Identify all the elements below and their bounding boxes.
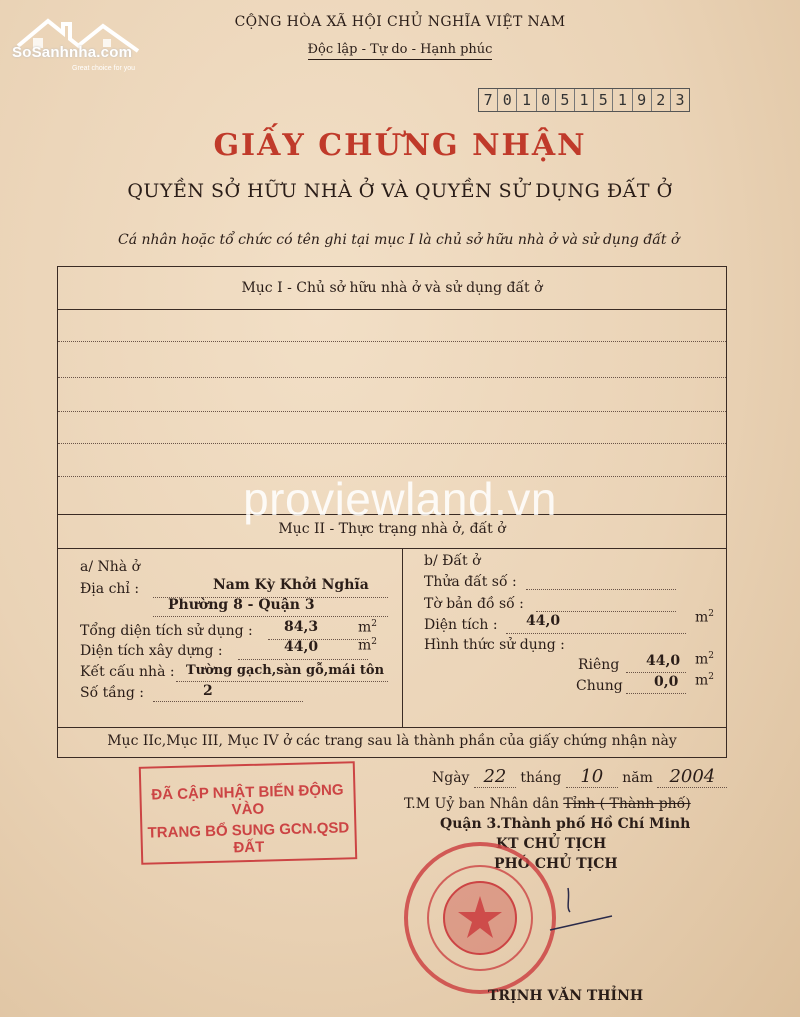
- nation-heading: CỘNG HÒA XÃ HỘI CHỦ NGHĨA VIỆT NAM: [234, 14, 566, 30]
- role-kt-chairman: KT CHỦ TỊCH: [496, 836, 607, 852]
- stamp-line1: ĐÃ CẬP NHẬT BIẾN ĐỘNG VÀO: [151, 781, 344, 819]
- total-area-unit: $m^2$: [358, 619, 378, 636]
- certificate-title: GIẤY CHỨNG NHẬN: [213, 128, 587, 163]
- map-sheet-label: Tờ bản đồ số :: [424, 596, 524, 612]
- intro-text: Cá nhân hoặc tổ chức có tên ghi tại mục I là chủ sở hữu nhà ở và sử dụng đất ở: [118, 232, 680, 248]
- land-area-value: 44,0: [526, 613, 561, 629]
- serial-digit: 7: [479, 89, 498, 111]
- serial-digit: 5: [556, 89, 575, 111]
- serial-digit: 1: [575, 89, 594, 111]
- private-value: 44,0: [646, 653, 681, 669]
- serial-digit: 1: [517, 89, 536, 111]
- private-label: Riêng: [578, 657, 620, 673]
- address-line2: Phường 8 - Quận 3: [168, 597, 315, 613]
- date-day: 22: [474, 766, 516, 788]
- shared-unit: $m^2$: [695, 672, 715, 689]
- total-area-label: Tổng diện tích sử dụng :: [80, 623, 253, 639]
- shared-value: 0,0: [654, 674, 679, 690]
- section1-label: Mục I - Chủ sở hữu nhà ở và sử dụng đất ở: [241, 280, 543, 296]
- floors-value: 2: [203, 683, 213, 699]
- land-area-unit: $m^2$: [695, 609, 715, 626]
- address-label: Địa chỉ :: [80, 581, 140, 597]
- update-stamp: [139, 761, 357, 865]
- structure-label: Kết cấu nhà :: [80, 664, 175, 680]
- stamp-line2: TRANG BỔ SUNG GCN.QSD ĐẤT: [147, 819, 350, 857]
- serial-digit: 9: [633, 89, 652, 111]
- signature-scrawl: [540, 880, 620, 940]
- land-heading: b/ Đất ở: [424, 553, 481, 569]
- site-watermark: proviewland.vn: [243, 473, 557, 525]
- structure-value: Tường gạch,sàn gỗ,mái tôn: [186, 663, 385, 678]
- serial-digit: 5: [594, 89, 613, 111]
- authority-line: T.M Uỷ ban Nhân dân Tỉnh ( Thành phố): [404, 796, 691, 812]
- total-area-value: 84,3: [284, 619, 319, 635]
- district-name: Quận 3.Thành phố Hồ Chí Minh: [440, 816, 691, 832]
- role-vice-chairman: PHÓ CHỦ TỊCH: [494, 856, 618, 872]
- build-area-unit: $m^2$: [358, 637, 378, 654]
- date-line: Ngày 22 tháng 10 năm 2004: [432, 766, 727, 788]
- serial-digit: 1: [613, 89, 632, 111]
- footer-note: Mục IIc,Mục III, Mục IV ở các trang sau là thành phần của giấy chứng nhận này: [107, 733, 677, 749]
- build-area-value: 44,0: [284, 639, 319, 655]
- private-unit: $m^2$: [695, 651, 715, 668]
- certificate-subtitle: QUYỀN SỞ HỮU NHÀ Ở VÀ QUYỀN SỬ DỤNG ĐẤT Ở: [127, 180, 673, 202]
- official-seal-icon: [400, 838, 560, 998]
- motto: Độc lập - Tự do - Hạnh phúc: [0, 42, 800, 57]
- struck-text: Tỉnh ( Thành phố): [563, 796, 691, 812]
- date-year: 2004: [657, 766, 727, 788]
- land-area-label: Diện tích :: [424, 617, 498, 633]
- usage-label: Hình thức sử dụng :: [424, 637, 565, 653]
- logo-tagline: Great choice for you: [72, 65, 136, 72]
- serial-digit: 0: [537, 89, 556, 111]
- serial-digit: 0: [498, 89, 517, 111]
- signer-name: TRỊNH VĂN THỈNH: [488, 988, 644, 1004]
- house-heading: a/ Nhà ở: [80, 559, 141, 575]
- floors-label: Số tầng :: [80, 685, 144, 701]
- section2-label: Mục II - Thực trạng nhà ở, đất ở: [278, 521, 506, 537]
- plot-label: Thửa đất số :: [424, 574, 517, 590]
- shared-label: Chung: [576, 678, 623, 694]
- serial-number: [478, 88, 690, 112]
- date-month: 10: [566, 766, 618, 788]
- build-area-label: Diện tích xây dựng :: [80, 643, 223, 659]
- logo-name: SoSanhnha.com: [12, 44, 133, 61]
- serial-digit: 3: [675, 91, 685, 109]
- address-line1: Nam Kỳ Khởi Nghĩa: [213, 577, 369, 593]
- serial-digit: 2: [652, 89, 671, 111]
